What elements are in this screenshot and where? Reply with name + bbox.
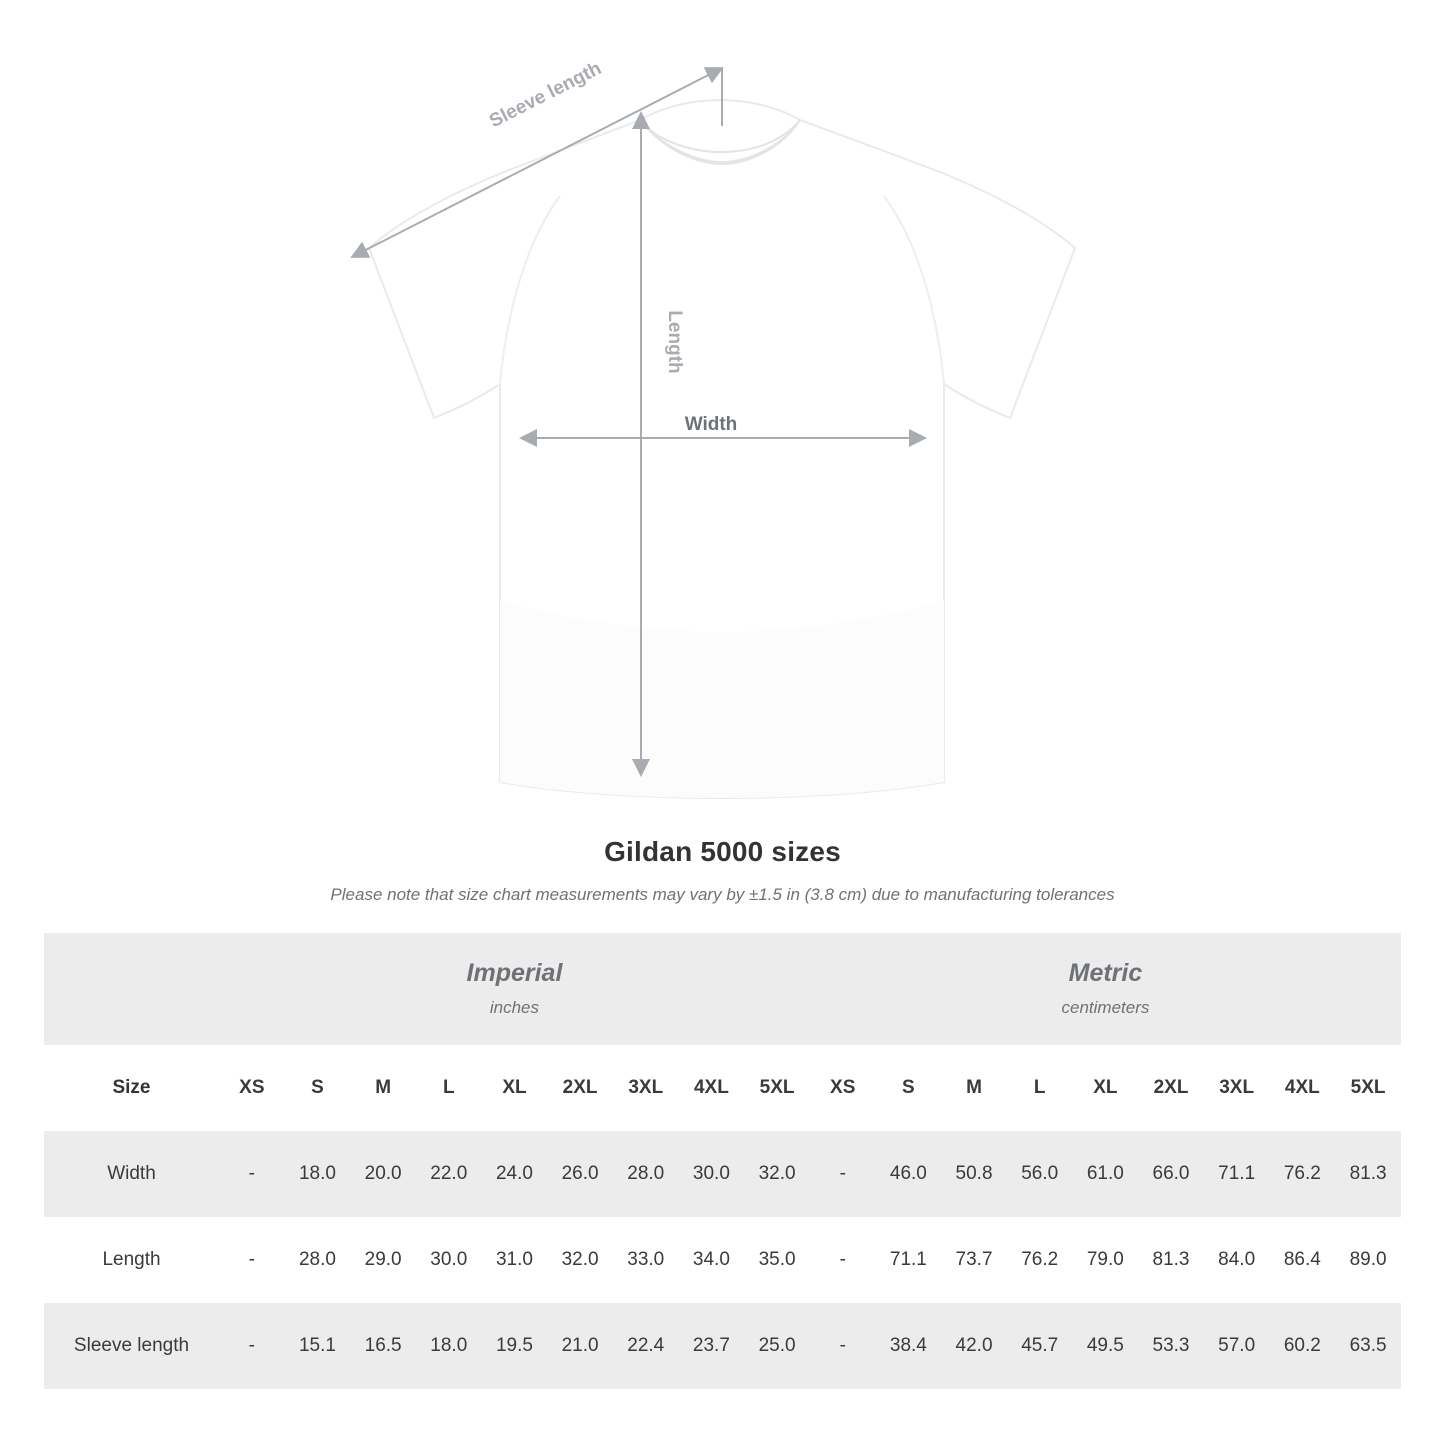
size-col-xl-imperial: XL — [482, 1045, 548, 1131]
size-col-s-metric: S — [876, 1045, 942, 1131]
unit-metric-name: Metric — [1068, 959, 1143, 988]
cell: 29.0 — [350, 1217, 416, 1303]
size-col-l-imperial: L — [416, 1045, 482, 1131]
cell: 28.0 — [613, 1131, 679, 1217]
cell: 18.0 — [285, 1131, 351, 1217]
cell: 30.0 — [416, 1217, 482, 1303]
cell: 26.0 — [547, 1131, 613, 1217]
unit-imperial-name: Imperial — [466, 959, 563, 988]
cell: 32.0 — [547, 1217, 613, 1303]
cell: 53.3 — [1138, 1303, 1204, 1389]
cell: - — [219, 1217, 285, 1303]
size-header-row — [44, 1045, 1401, 1131]
size-col-5xl-imperial: 5XL — [744, 1045, 810, 1131]
cell: 76.2 — [1270, 1131, 1336, 1217]
cell: 19.5 — [482, 1303, 548, 1389]
cell: 32.0 — [744, 1131, 810, 1217]
cell: 49.5 — [1073, 1303, 1139, 1389]
row-label-length: Length — [44, 1217, 219, 1303]
cell: 46.0 — [876, 1131, 942, 1217]
size-col-3xl-metric: 3XL — [1204, 1045, 1270, 1131]
cell: - — [219, 1131, 285, 1217]
chart-heading — [0, 836, 1445, 905]
unit-metric-sub: centimeters — [1061, 997, 1150, 1017]
cell: 81.3 — [1138, 1217, 1204, 1303]
table-row — [44, 1217, 1401, 1303]
table-row — [44, 1303, 1401, 1389]
cell: 89.0 — [1335, 1217, 1401, 1303]
cell: 16.5 — [350, 1303, 416, 1389]
size-col-xl-metric: XL — [1073, 1045, 1139, 1131]
cell: - — [810, 1131, 876, 1217]
cell: 23.7 — [679, 1303, 745, 1389]
chart-title: Gildan 5000 sizes — [604, 836, 841, 867]
size-col-4xl-metric: 4XL — [1270, 1045, 1336, 1131]
row-label-width: Width — [44, 1131, 219, 1217]
cell: 30.0 — [679, 1131, 745, 1217]
cell: 22.4 — [613, 1303, 679, 1389]
row-label-sleeve-length: Sleeve length — [44, 1303, 219, 1389]
cell: 84.0 — [1204, 1217, 1270, 1303]
size-header-label: Size — [44, 1045, 219, 1131]
cell: 18.0 — [416, 1303, 482, 1389]
width-label: Width — [684, 414, 738, 435]
size-col-xs-imperial: XS — [219, 1045, 285, 1131]
size-col-3xl-imperial: 3XL — [613, 1045, 679, 1131]
cell: 66.0 — [1138, 1131, 1204, 1217]
size-col-xs-metric: XS — [810, 1045, 876, 1131]
size-col-5xl-metric: 5XL — [1335, 1045, 1401, 1131]
cell: 42.0 — [941, 1303, 1007, 1389]
cell: 25.0 — [744, 1303, 810, 1389]
cell: 24.0 — [482, 1131, 548, 1217]
cell: 61.0 — [1073, 1131, 1139, 1217]
length-label: Length — [664, 310, 685, 374]
tshirt-shape — [369, 100, 1075, 798]
cell: 21.0 — [547, 1303, 613, 1389]
cell: 20.0 — [350, 1131, 416, 1217]
cell: 22.0 — [416, 1131, 482, 1217]
cell: 81.3 — [1335, 1131, 1401, 1217]
cell: 76.2 — [1007, 1217, 1073, 1303]
cell: - — [810, 1303, 876, 1389]
unit-group-metric — [810, 933, 1401, 1045]
cell: 57.0 — [1204, 1303, 1270, 1389]
size-col-m-metric: M — [941, 1045, 1007, 1131]
cell: 86.4 — [1270, 1217, 1336, 1303]
chart-subtitle: Please note that size chart measurements may vary by ±1.5 in (3.8 cm) due to manufacturing tolerances — [330, 885, 1115, 904]
unit-group-imperial — [219, 933, 810, 1045]
cell: 45.7 — [1007, 1303, 1073, 1389]
cell: 38.4 — [876, 1303, 942, 1389]
cell: 79.0 — [1073, 1217, 1139, 1303]
size-col-l-metric: L — [1007, 1045, 1073, 1131]
cell: 15.1 — [285, 1303, 351, 1389]
cell: 28.0 — [285, 1217, 351, 1303]
cell: - — [810, 1217, 876, 1303]
cell: 33.0 — [613, 1217, 679, 1303]
cell: 31.0 — [482, 1217, 548, 1303]
cell: 63.5 — [1335, 1303, 1401, 1389]
size-col-s-imperial: S — [285, 1045, 351, 1131]
size-col-m-imperial: M — [350, 1045, 416, 1131]
cell: 71.1 — [876, 1217, 942, 1303]
cell: 35.0 — [744, 1217, 810, 1303]
size-col-4xl-imperial: 4XL — [679, 1045, 745, 1131]
unit-header-spacer — [44, 933, 219, 1045]
cell: - — [219, 1303, 285, 1389]
unit-header-row — [44, 933, 1401, 1045]
size-table-wrapper — [44, 933, 1401, 1389]
size-col-2xl-metric: 2XL — [1138, 1045, 1204, 1131]
size-col-2xl-imperial: 2XL — [547, 1045, 613, 1131]
cell: 34.0 — [679, 1217, 745, 1303]
cell: 56.0 — [1007, 1131, 1073, 1217]
table-row — [44, 1131, 1401, 1217]
size-table — [44, 933, 1401, 1389]
cell: 71.1 — [1204, 1131, 1270, 1217]
cell: 73.7 — [941, 1217, 1007, 1303]
cell: 50.8 — [941, 1131, 1007, 1217]
unit-imperial-sub: inches — [489, 997, 540, 1017]
sleeve-length-label: Sleeve length — [486, 57, 605, 133]
cell: 60.2 — [1270, 1303, 1336, 1389]
